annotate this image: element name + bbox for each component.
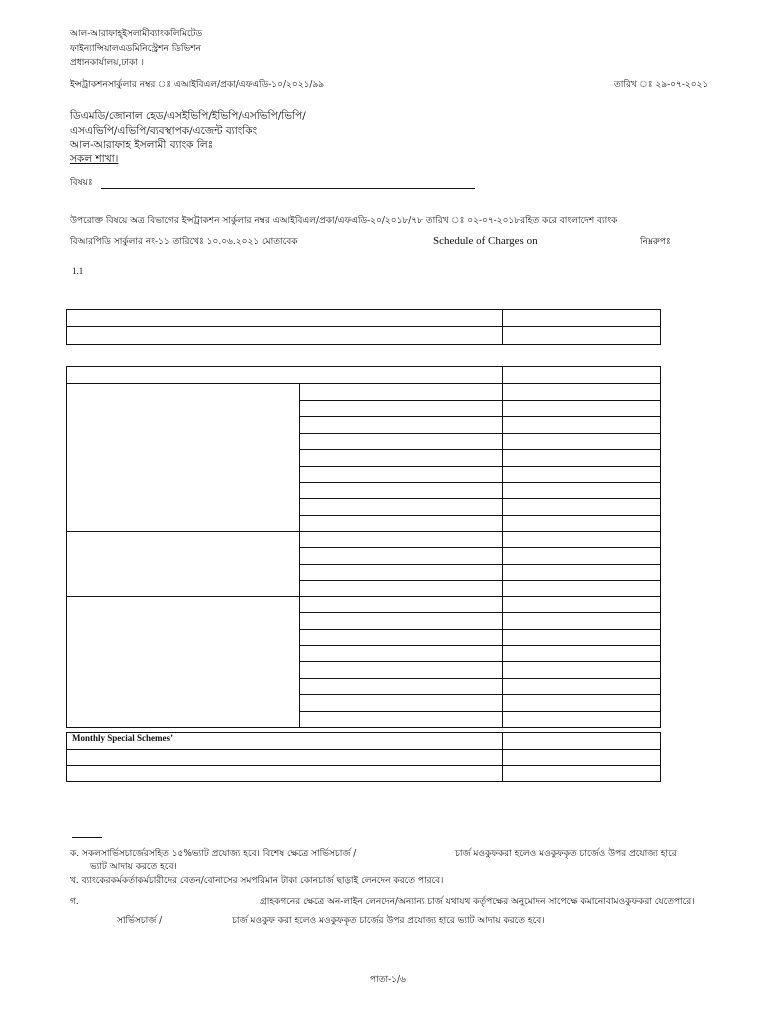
footnote-ga: গ্রাহকগনের ক্ষেত্রে অন-লাইন লেনদেন/অন্যান্য চার্জ যথাযথ কর্তৃপক্ষের অনুমোদন সাপেক্ষে কমানোবামওকুফকরা যেতেপারে। [260, 897, 695, 907]
table-3-column-divider [502, 733, 503, 781]
footnote-ga-line-2b: চার্জ মওকুফ করা হলেও মওকুফকৃত চার্জের উপর প্রযোজ্য হারে ভ্যাট আদায় করতে হবে। [232, 916, 545, 926]
recipients-line-2: এসএভিপি/এভিপি/ব্যবস্থাপক/এজেন্ট ব্যাংকিং [70, 125, 258, 137]
table-2-row-line [299, 661, 660, 662]
table-2-row-line [299, 515, 660, 516]
table-2-row-line [299, 612, 660, 613]
table-2-row-line [299, 433, 660, 434]
recipients-line-4: সকল শাখা। [70, 153, 119, 165]
footnote-rule [72, 837, 102, 838]
subject-label: বিষয়ঃ [70, 178, 93, 188]
table-2-row-line [299, 400, 660, 401]
table-2-row-line [299, 466, 660, 467]
body-paragraph-end: নিম্নরুপঃ [640, 237, 671, 247]
table-2-row-line [299, 711, 660, 712]
table-2-row-line [299, 564, 660, 565]
circular-number: ইন্সট্রাকশনসার্কুলার নম্বর ঃ এআইবিএল/প্রকা/এফএডি-১০/২০২১/৯৯ [70, 80, 325, 90]
footnote-ga-label: গ. [70, 897, 79, 907]
footnote-ka-continued: চার্জ মওকুফকরা হলেও মওকুফকৃত চার্জেও উপর প্রযোজ্য হারে [455, 849, 677, 859]
circular-date: তারিখ ঃ ২৯-০৭-২০২১ [614, 80, 709, 90]
table-2-row-line [299, 629, 660, 630]
recipients-line-1: ডিএমডি/জোনাল হেড/এসইভিপি/ইভিপি/এসভিপি/ভিপি/ [70, 110, 306, 122]
table-2-row-line [299, 547, 660, 548]
charges-table-3 [66, 732, 661, 782]
body-paragraph-line-1: উপরোক্ত বিষয়ে অত্র বিভাগের ইন্সট্রাকশন সার্কুলার নম্বর এআইবিএল/প্রকা/এফএডি-২০/২০১৮/৭৮ তারিখ ঃ ০২-০৭-২০১৮রহিত করে বাংলাদেশ ব্যাংক [70, 216, 618, 226]
footnote-ga-line-2a: সার্ভিসচার্জ / [117, 916, 163, 926]
page-number: পাতা-১/৬ [370, 975, 406, 985]
table-3-row-divider [67, 749, 660, 750]
table-2-group-divider-2 [67, 596, 660, 597]
table-2-header-divider [67, 383, 660, 384]
footnote-ka-line-2: ভ্যাট আদায় করতে হবে। [90, 862, 177, 872]
table-2-subitem-column-divider [299, 383, 300, 727]
table-2-row-line [299, 580, 660, 581]
section-number: 1.1 [72, 266, 84, 276]
body-paragraph-line-2: বিআরপিডি সার্কুলার নং-১১ তারিখেঃ ১০.০৬.২০২১ মোতাবেক [70, 237, 298, 247]
charges-table-2 [66, 366, 661, 728]
table-2-group-divider-1 [67, 531, 660, 532]
bank-name: আল-আরাফাহ্‌ইসলামীব্যাংকলিমিটেড [70, 29, 203, 39]
subject-underline [101, 188, 475, 189]
schedule-of-charges-text: Schedule of Charges on [433, 235, 538, 247]
footnote-ka: ক. সকলসার্ভিসচার্জেরসহিত ১৫%ভ্যাট প্রযোজ্য হবে। বিশেষ ক্ষেত্রে সার্ভিসচার্জ / [70, 849, 357, 859]
table-2-row-line [299, 449, 660, 450]
charges-table-1 [66, 309, 661, 345]
table-1-column-divider [502, 310, 503, 344]
division-name: ফাইন্যান্সিয়ালএডমিনিস্ট্রেশন ডিভিশন [70, 44, 201, 54]
table-3-row-divider [67, 765, 660, 766]
table-2-row-line [299, 678, 660, 679]
table-1-row-divider [67, 326, 660, 327]
table-2-row-line [299, 416, 660, 417]
table-2-row-line [299, 645, 660, 646]
office-name: প্রধানকার্যালয়,ঢাকা । [70, 58, 144, 68]
table-2-row-line [299, 694, 660, 695]
table-2-row-line [299, 482, 660, 483]
footnote-kha: খ. ব্যাংকেরকর্মকর্তাকর্মচারীদের বেতন/বোনাসের সমপরিমান টাকা কোনচার্জ ছাড়াই লেনদেন করতে পারবে। [70, 876, 444, 886]
monthly-special-schemes-label: Monthly Special Schemes’ [72, 733, 173, 743]
recipients-line-3: আল-আরাফাহ ইসলামী ব্যাংক লিঃ [70, 139, 214, 151]
table-2-row-line [299, 498, 660, 499]
